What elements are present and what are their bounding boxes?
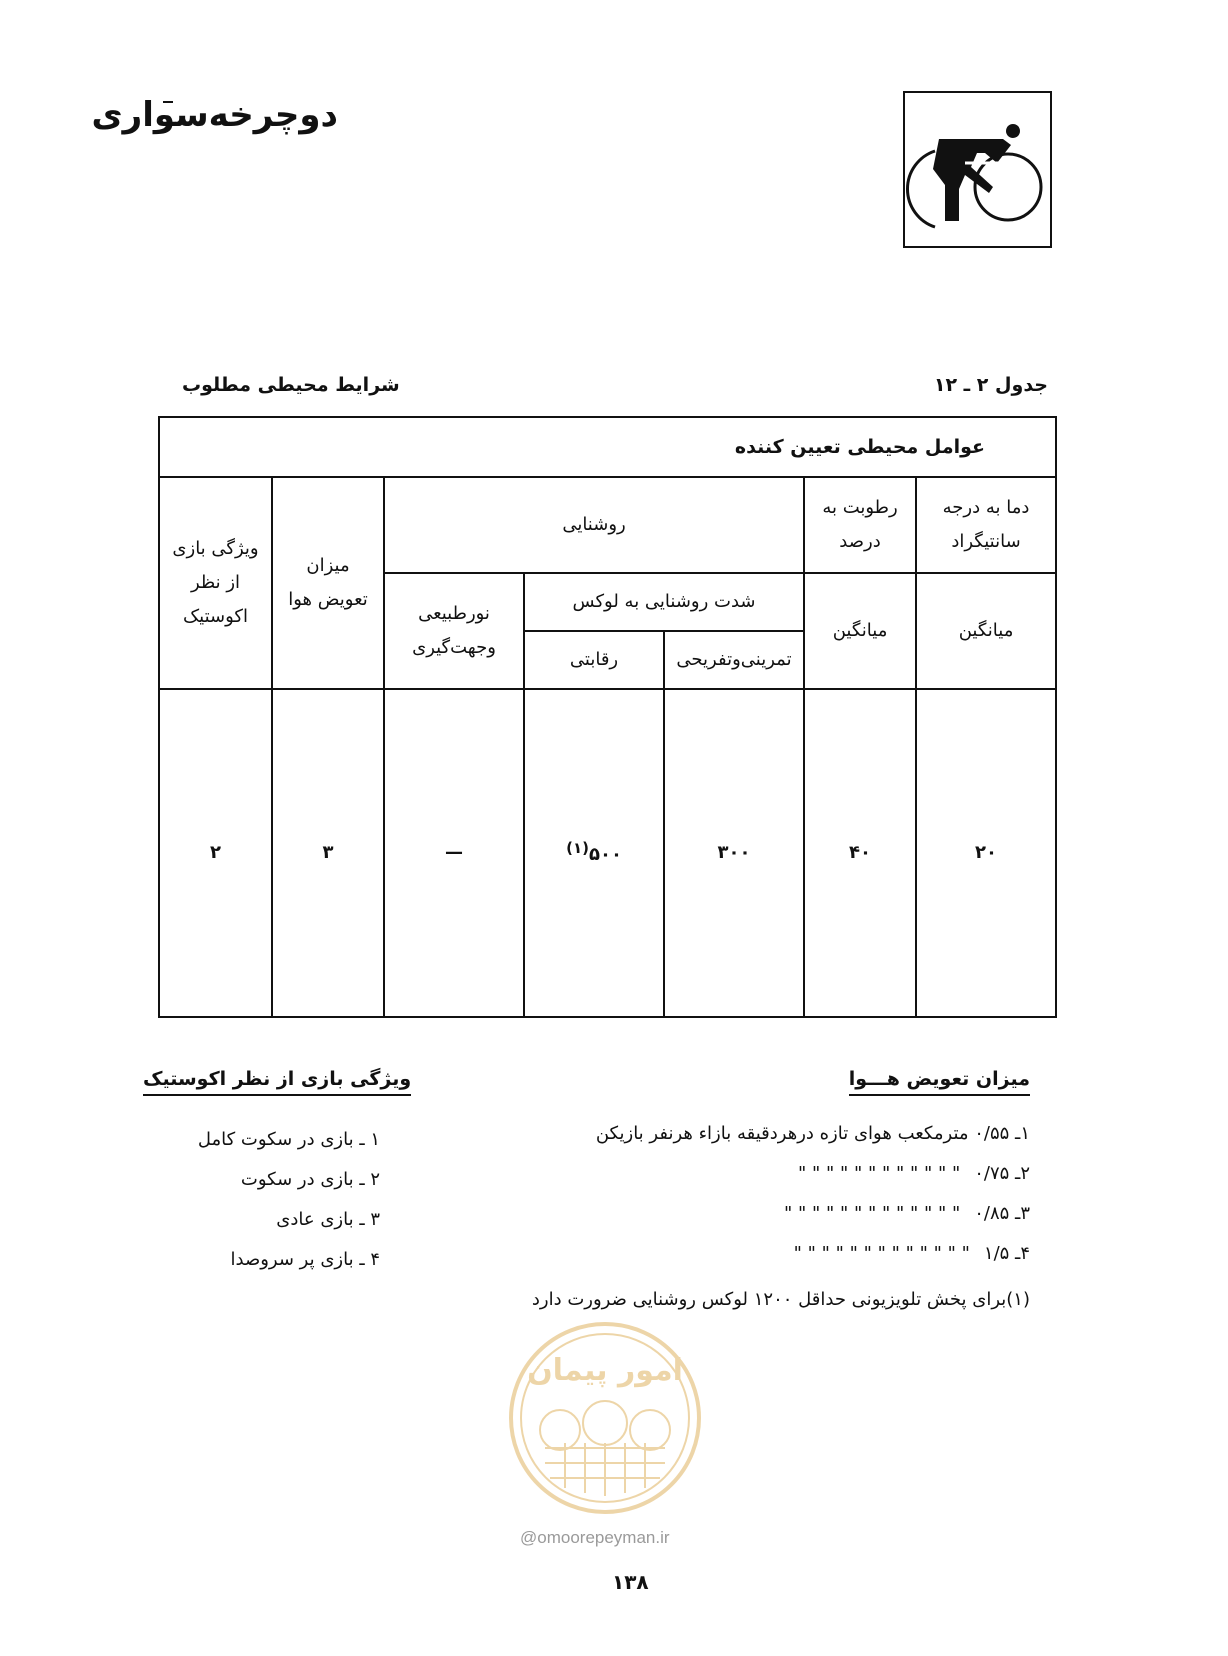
air-exchange-row xyxy=(510,1234,1030,1274)
header-humidity: رطوبت به درصد xyxy=(804,477,916,573)
header-acoustic: ویژگی بازی از نظر اکوستیک xyxy=(159,477,272,689)
air-exchange-row xyxy=(510,1194,1030,1234)
value-competitive-lux-cell xyxy=(524,689,664,1017)
air-exchange-list xyxy=(510,1114,1030,1274)
value-temperature: ۲۰ xyxy=(916,689,1056,1017)
watermark-site: @omoorepeyman.ir xyxy=(520,1528,670,1547)
value-ventilation: ۳ xyxy=(272,689,384,1017)
ditto-marks: " " " " " " " " " " " " " xyxy=(783,1203,961,1224)
air-exchange-label: ۳ـ ۰/۸۵ xyxy=(974,1203,1030,1224)
header-natural-light: نورطبیعی وجهت‌گیری xyxy=(384,573,524,689)
table-caption-number: جدول ۲ ـ ۱۲ xyxy=(933,374,1048,396)
cycling-logo xyxy=(903,91,1052,248)
acoustics-item: ۱ ـ بازی در سکوت کامل xyxy=(197,1129,380,1150)
acoustics-item: ۴ ـ بازی پر سروصدا xyxy=(230,1249,380,1270)
value-humidity: ۴۰ xyxy=(804,689,916,1017)
air-exchange-label: ۲ـ ۰/۷۵ xyxy=(974,1163,1030,1184)
table-caption-title: شرایط محیطی مطلوب xyxy=(182,374,400,396)
acoustics-item: ۲ ـ بازی در سکوت xyxy=(240,1169,380,1190)
environment-table xyxy=(158,416,1057,1018)
value-training-lux: ۳۰۰ xyxy=(664,689,804,1017)
header-training-recreational: تمرینی‌وتفریحی xyxy=(664,631,804,689)
cyclist-pictogram-icon xyxy=(905,93,1050,246)
header-competitive: رقابتی xyxy=(524,631,664,689)
acoustics-item: ۳ ـ بازی عادی xyxy=(276,1209,380,1230)
humidity-average: میانگین xyxy=(804,573,916,689)
value-acoustic: ۲ xyxy=(159,689,272,1017)
ditto-marks: " " " " " " " " " " " " xyxy=(797,1163,961,1184)
air-exchange-row xyxy=(510,1154,1030,1194)
page-title: دوچرخه‌سواری xyxy=(91,95,338,135)
ditto-marks: " " " " " " " " " " " " " xyxy=(793,1243,970,1264)
header-lux-intensity: شدت روشنایی به لوکس xyxy=(524,573,804,631)
air-exchange-title: میزان تعویض هـــوا xyxy=(849,1068,1030,1096)
header-temperature: دما به درجه سانتیگراد xyxy=(916,477,1056,573)
header-ventilation: میزان تعویض هوا xyxy=(272,477,384,689)
air-exchange-label: ۱ـ ۰/۵۵ مترمکعب هوای تازه درهردقیقه بازاء هرنفر بازیکن xyxy=(595,1123,1030,1144)
footnote-marker: (۱) xyxy=(566,838,589,857)
value-natural-light: — xyxy=(384,689,524,1017)
table-top-header: عوامل محیطی تعیین کننده xyxy=(159,417,1056,477)
watermark-stamp-text: امور پیمان xyxy=(527,1353,683,1388)
footnote: (۱)برای پخش تلویزیونی حداقل ۱۲۰۰ لوکس روشنایی ضرورت دارد xyxy=(531,1289,1030,1310)
acoustics-list xyxy=(120,1120,380,1280)
acoustics-title: ویژگی بازی از نظر اکوستیک xyxy=(143,1068,411,1096)
value-competitive-lux: ۵۰۰ xyxy=(588,843,622,865)
temperature-average: میانگین xyxy=(916,573,1056,689)
air-exchange-label: ۴ـ ۱/۵ xyxy=(983,1243,1030,1264)
header-lighting: روشنایی xyxy=(384,477,804,573)
watermark-stamp xyxy=(505,1318,705,1518)
page-number: ۱۳۸ xyxy=(612,1570,649,1594)
air-exchange-row xyxy=(510,1114,1030,1154)
